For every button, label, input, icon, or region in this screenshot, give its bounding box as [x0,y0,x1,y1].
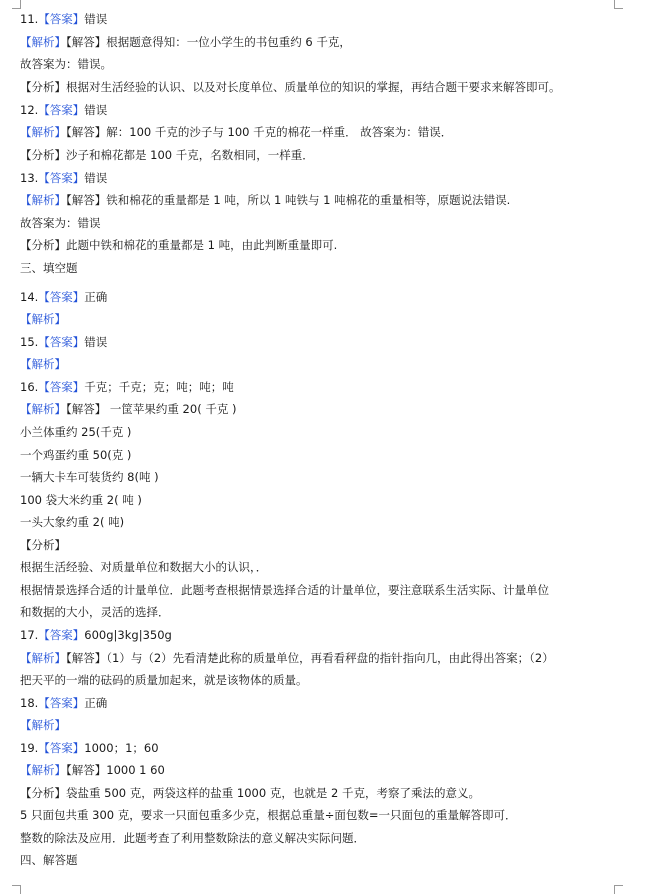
answer-tag: 【答案】 [38,380,85,394]
text-line [20,582,549,598]
analysis-tag: 【解析】 [20,125,66,139]
question-number: 14. [20,290,39,304]
text-line [20,147,314,163]
question-12-line [20,102,107,118]
line-text: 根据生活经验、对质量单位和数据大小的认识，． [20,560,268,574]
line-text: 把天平的一端的砝码的质量加起来，就是该物体的质量。 [20,673,308,687]
line-text: 【解答】1000 1 60 [66,763,165,777]
analysis-line [20,762,165,778]
line-text: 一辆大卡车可装货约 8(吨 ) [20,470,159,484]
text-line [20,56,112,72]
text-line [20,447,131,463]
text-line [20,215,101,231]
analysis-line [20,34,351,50]
line-text: 【解答】根据题意得知：一位小学生的书包重约 6 千克， [66,35,351,49]
analysis-line [20,192,510,208]
question-number: 15. [20,335,39,349]
text-line [20,807,517,823]
text-line [20,672,308,688]
text-line [20,237,337,253]
line-text: 根据情景选择合适的计量单位．此题考查根据情景选择合适的计量单位，要注意联系生活实际、计量单位 [20,583,549,597]
line-text: 1000；1；60 [84,741,159,755]
line-text: 100 袋大米约重 2( 吨 ) [20,493,142,507]
text-line [20,559,267,575]
question-13-line [20,170,107,186]
question-number: 12. [20,103,39,117]
line-text: 错误 [84,12,108,26]
line-text: 【解答】铁和棉花的重量都是 1 吨，所以 1 吨铁与 1 吨棉花的重量相等，原题说法错误. [66,193,511,207]
line-text: 一个鸡蛋约重 50(克 ) [20,448,132,462]
corner-mark-top-right [614,0,623,9]
answer-tag: 【答案】 [38,103,85,117]
line-text: 一头大象约重 2( 吨) [20,515,125,529]
line-text: 600g|3kg|350g [84,628,172,642]
text-line [20,785,480,801]
answer-tag: 【答案】 [38,290,85,304]
line-text: 小兰体重约 25(千克 ) [20,425,132,439]
line-text: 错误 [84,335,108,349]
analysis-tag: 【解析】 [20,357,66,371]
question-number: 17. [20,628,39,642]
analysis-tag: 【解析】 [20,763,66,777]
answer-tag: 【答案】 [38,628,85,642]
line-text: 千克；千克；克；吨；吨；吨 [84,380,234,394]
question-15-line [20,334,107,350]
answer-tag: 【答案】 [38,741,85,755]
text-line [20,469,159,485]
line-text: 和数据的大小，灵活的选择． [20,605,170,619]
text-line [20,424,131,440]
line-text: 【分析】沙子和棉花都是 100 千克，名数相同，一样重． [20,148,314,162]
line-text: 正确 [84,290,108,304]
answer-tag: 【答案】 [38,12,85,26]
answer-tag: 【答案】 [38,696,85,710]
text-line [20,537,66,553]
line-text: 【分析】此题中铁和棉花的重量都是 1 吨，由此判断重量即可. [20,238,338,252]
line-text: 【解答】解：100 千克的沙子与 100 千克的棉花一样重． 故答案为：错误． [66,125,453,139]
text-line [20,260,78,276]
line-text: 故答案为：错误 [20,216,101,230]
corner-mark-bottom-right [614,885,623,894]
question-number: 16. [20,380,39,394]
text-line [20,852,78,868]
line-text: 【分析】根据对生活经验的认识、以及对长度单位、质量单位的知识的掌握，再结合题干要求来解答即可。 [20,80,561,94]
analysis-tag: 【解析】 [20,718,66,732]
answer-tag: 【答案】 [38,335,85,349]
line-text: 【解答】 一筐苹果约重 20( 千克 ) [66,402,237,416]
text-line [20,514,124,530]
question-16-line [20,379,234,395]
answer-tag: 【答案】 [38,171,85,185]
question-number: 18. [20,696,39,710]
text-line [20,492,142,508]
analysis-tag: 【解析】 [20,312,66,326]
analysis-line [20,401,236,417]
line-text: 正确 [84,696,108,710]
analysis-line [20,311,66,327]
corner-mark-bottom-left [12,885,21,894]
line-text: 【分析】袋盐重 500 克，两袋这样的盐重 1000 克，也就是 2 千克，考察了乘法的意义。 [20,786,480,800]
analysis-line [20,650,554,666]
question-14-line [20,289,107,305]
analysis-line [20,356,66,372]
line-text: 【解答】（1）与（2）先看清楚此称的质量单位，再看看秤盘的指针指向几，由此得出答案；（2） [66,651,554,665]
line-text: 三、填空题 [20,261,78,275]
analysis-tag: 【解析】 [20,35,66,49]
line-text: 错误 [84,171,108,185]
text-line [20,604,170,620]
line-text: 四、解答题 [20,853,78,867]
line-text: 故答案为：错误。 [20,57,112,71]
question-19-line [20,740,159,756]
question-number: 13. [20,171,39,185]
line-text: 5 只面包共重 300 克，要求一只面包重多少克，根据总重量÷面包数=一只面包的重量解答即可． [20,808,517,822]
text-line [20,830,365,846]
question-18-line [20,695,107,711]
line-text: 错误 [84,103,108,117]
question-17-line [20,627,172,643]
question-number: 19. [20,741,39,755]
analysis-line [20,717,66,733]
question-number: 11. [20,12,39,26]
line-text: 【分析】 [20,538,66,552]
analysis-tag: 【解析】 [20,651,66,665]
question-11-line [20,11,107,27]
analysis-tag: 【解析】 [20,402,66,416]
line-text: 整数的除法及应用．此题考查了利用整数除法的意义解决实际问题． [20,831,365,845]
analysis-line [20,124,452,140]
analysis-tag: 【解析】 [20,193,66,207]
corner-mark-top-left [12,0,21,9]
text-line [20,79,561,95]
